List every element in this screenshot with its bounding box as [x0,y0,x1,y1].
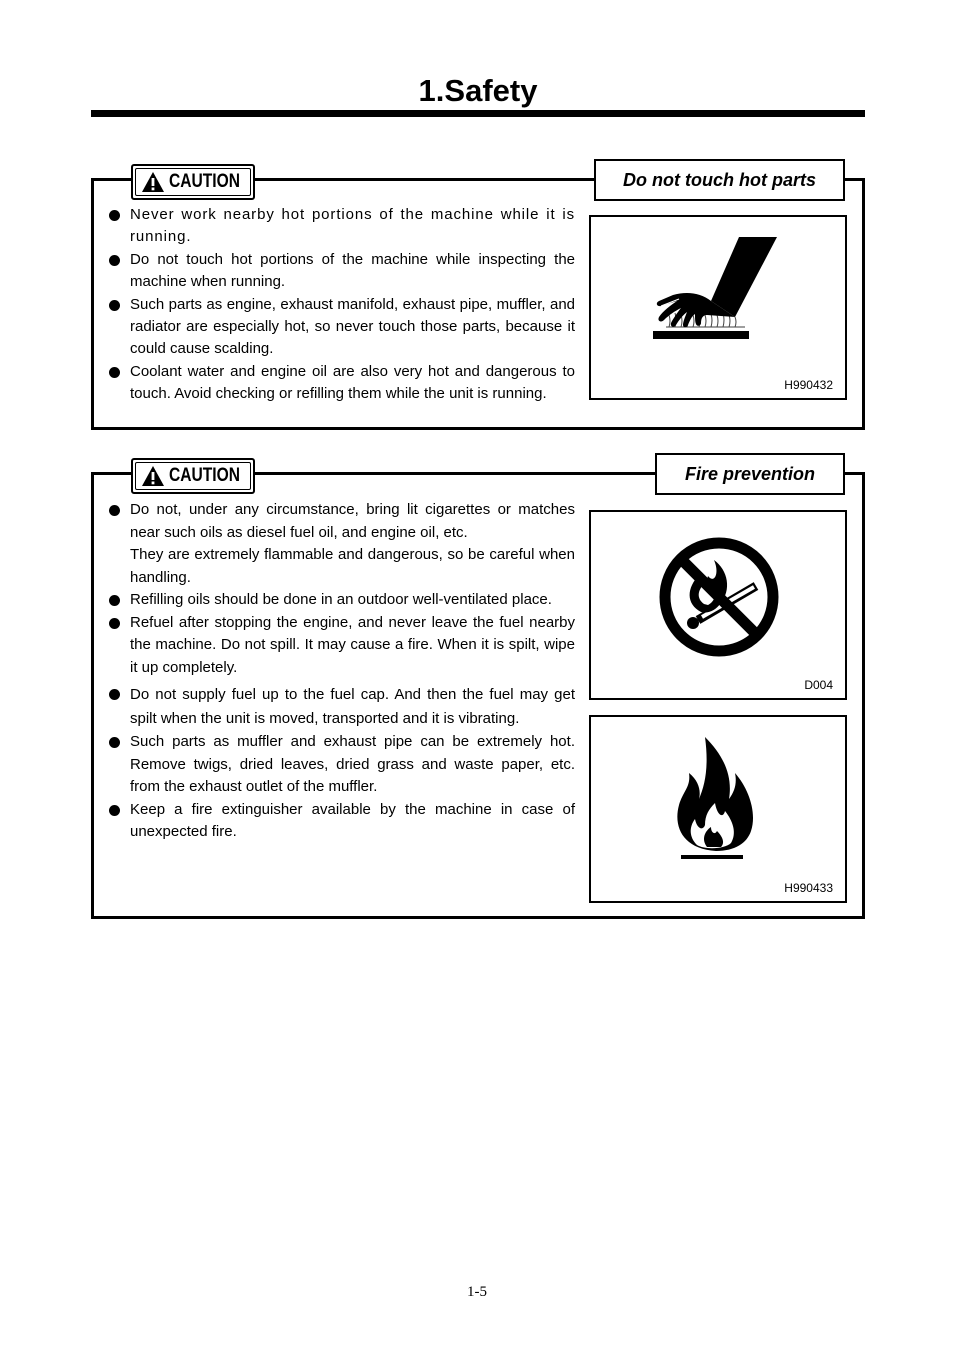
warning-triangle-icon [141,171,165,193]
list-item: Coolant water and engine oil are also very hot and dangerous to touch. Avoid checking or refilling them while the unit is running. [107,361,575,405]
list-item-text: Do not, under any circumstance, bring lit cigarettes or matches near such oils as diesel fuel oil, and engine oil, etc. [130,501,575,541]
no-open-flame-icon [656,534,782,660]
list-item: Refuel after stopping the engine, and never leave the fuel nearby the machine. Do not spill. It may cause a fire. When it is spilt, wipe it up completely. [107,612,575,680]
list-item: Such parts as muffler and exhaust pipe can be extremely hot. Remove twigs, dried leaves, dried grass and waste paper, etc. from the exhaust outlet of the muffler. [107,731,575,799]
title-rule [91,110,865,117]
figure-code: D004 [804,678,833,692]
list-item: Do not supply fuel up to the fuel cap. And then the fuel may get spilt when the unit is moved, transported and it is vibrating. [107,683,575,731]
list-item-continuation: They are extremely flammable and dangerous, so be careful when handling. [130,546,575,586]
list-item: Such parts as engine, exhaust manifold, exhaust pipe, muffler, and radiator are especially hot, so never touch those parts, because it could cause scalding. [107,294,575,360]
list-item [107,499,575,589]
tag-do-not-touch-hot-parts: Do not touch hot parts [594,159,845,201]
page-title: 1.Safety [418,73,538,108]
caution-section-hot-parts [91,169,865,430]
list-item: Never work nearby hot portions of the machine while it is running. [107,204,575,248]
warning-triangle-icon [141,465,165,487]
caution-text: CAUTION [168,465,240,486]
figure-flammable [589,715,847,903]
list-item: Keep a fire extinguisher available by the machine in case of unexpected fire. [107,799,575,844]
flammable-fire-icon [671,733,761,863]
tag-fire-prevention: Fire prevention [655,453,845,495]
figure-hot-surface [589,215,847,400]
caution-text: CAUTION [168,171,240,192]
list-item: Do not touch hot portions of the machine while inspecting the machine when running. [107,249,575,293]
hot-surface-hand-icon [649,235,781,341]
caution-label [131,164,255,200]
caution-label [131,458,255,494]
caution-section-fire-prevention [91,463,865,919]
page-number: 1-5 [467,1284,487,1300]
figure-code: H990433 [784,881,833,895]
figure-no-open-flame [589,510,847,700]
bullet-list [107,499,575,844]
bullet-list [107,204,575,405]
figure-code: H990432 [784,378,833,392]
list-item: Refilling oils should be done in an outdoor well-ventilated place. [107,589,575,612]
